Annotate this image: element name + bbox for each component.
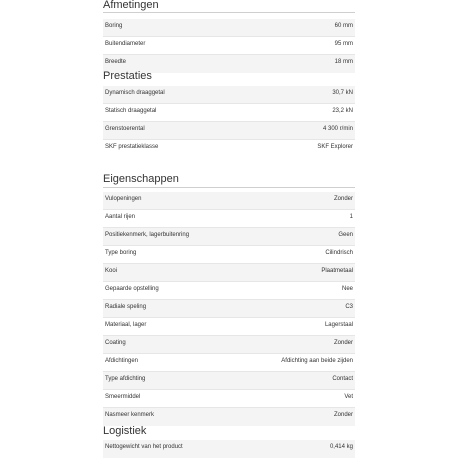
row-value: 18 mm [334, 59, 353, 65]
table-row [103, 390, 355, 408]
table-row [103, 354, 355, 372]
row-label: Statisch draaggetal [105, 108, 157, 114]
row-value: 1 [349, 214, 353, 220]
row-value: Contact [332, 376, 353, 382]
row-value: Zonder [333, 340, 353, 346]
row-value: Plaatmetaal [321, 268, 353, 274]
row-label: Dynamisch draaggetal [105, 90, 165, 96]
table-row [103, 192, 355, 210]
table-row [103, 37, 355, 55]
row-value: Nee [341, 286, 353, 292]
row-value: Afdichting aan beide zijden [281, 358, 353, 364]
row-label: Type afdichting [105, 376, 146, 382]
row-value: Zonder [333, 412, 353, 418]
row-value: 0,414 kg [329, 444, 353, 450]
table-row [103, 300, 355, 318]
table-row [103, 282, 355, 300]
row-value: Zonder [333, 196, 353, 202]
row-label: Buitendiameter [105, 41, 146, 47]
row-value: 95 mm [334, 41, 353, 47]
table-row [103, 228, 355, 246]
row-value: C3 [345, 304, 353, 310]
row-value: 30,7 kN [332, 90, 353, 96]
table-row [103, 264, 355, 282]
row-label: Nettogewicht van het product [105, 444, 183, 450]
row-label: Radiale speling [105, 304, 147, 310]
section-title-eigenschappen: Eigenschappen [103, 173, 179, 185]
row-value: Vet [344, 394, 353, 400]
divider [103, 187, 355, 188]
table-row [103, 122, 355, 140]
row-label: Materiaal, lager [105, 322, 147, 328]
row-label: Nasmeer kenmerk [105, 412, 155, 418]
row-label: SKF prestatieklasse [105, 144, 159, 150]
divider [103, 12, 355, 13]
row-value: Cilindrisch [325, 250, 353, 256]
table-row [103, 140, 355, 158]
table-row [103, 210, 355, 228]
table-row [103, 372, 355, 390]
row-label: Breedte [105, 59, 127, 65]
table-row [103, 104, 355, 122]
row-value: SKF Explorer [317, 144, 353, 150]
row-value: 4 300 r/min [322, 126, 353, 132]
row-label: Afdichtingen [105, 358, 139, 364]
row-value: 23,2 kN [332, 108, 353, 114]
section-title-afmetingen: Afmetingen [103, 0, 159, 11]
row-value: 60 mm [334, 23, 353, 29]
row-label: Aantal rijen [105, 214, 136, 220]
table-row [103, 408, 355, 426]
row-label: Smeermiddel [105, 394, 141, 400]
section-title-logistiek: Logistiek [103, 425, 147, 437]
table-row [103, 440, 355, 458]
row-label: Kooi [105, 268, 118, 274]
row-label: Gepaarde opstelling [105, 286, 159, 292]
row-value: Lagerstaal [324, 322, 353, 328]
table-row [103, 246, 355, 264]
table-row [103, 336, 355, 354]
row-label: Boring [105, 23, 123, 29]
row-value: Geen [338, 232, 353, 238]
table-row [103, 19, 355, 37]
table-row [103, 318, 355, 336]
row-label: Vulopeningen [105, 196, 142, 202]
section-title-prestaties: Prestaties [103, 70, 152, 82]
table-row [103, 86, 355, 104]
row-label: Grenstoerental [105, 126, 145, 132]
row-label: Positiekenmerk, lagerbuitenring [105, 232, 190, 238]
row-label: Type boring [105, 250, 137, 256]
row-label: Coating [105, 340, 126, 346]
